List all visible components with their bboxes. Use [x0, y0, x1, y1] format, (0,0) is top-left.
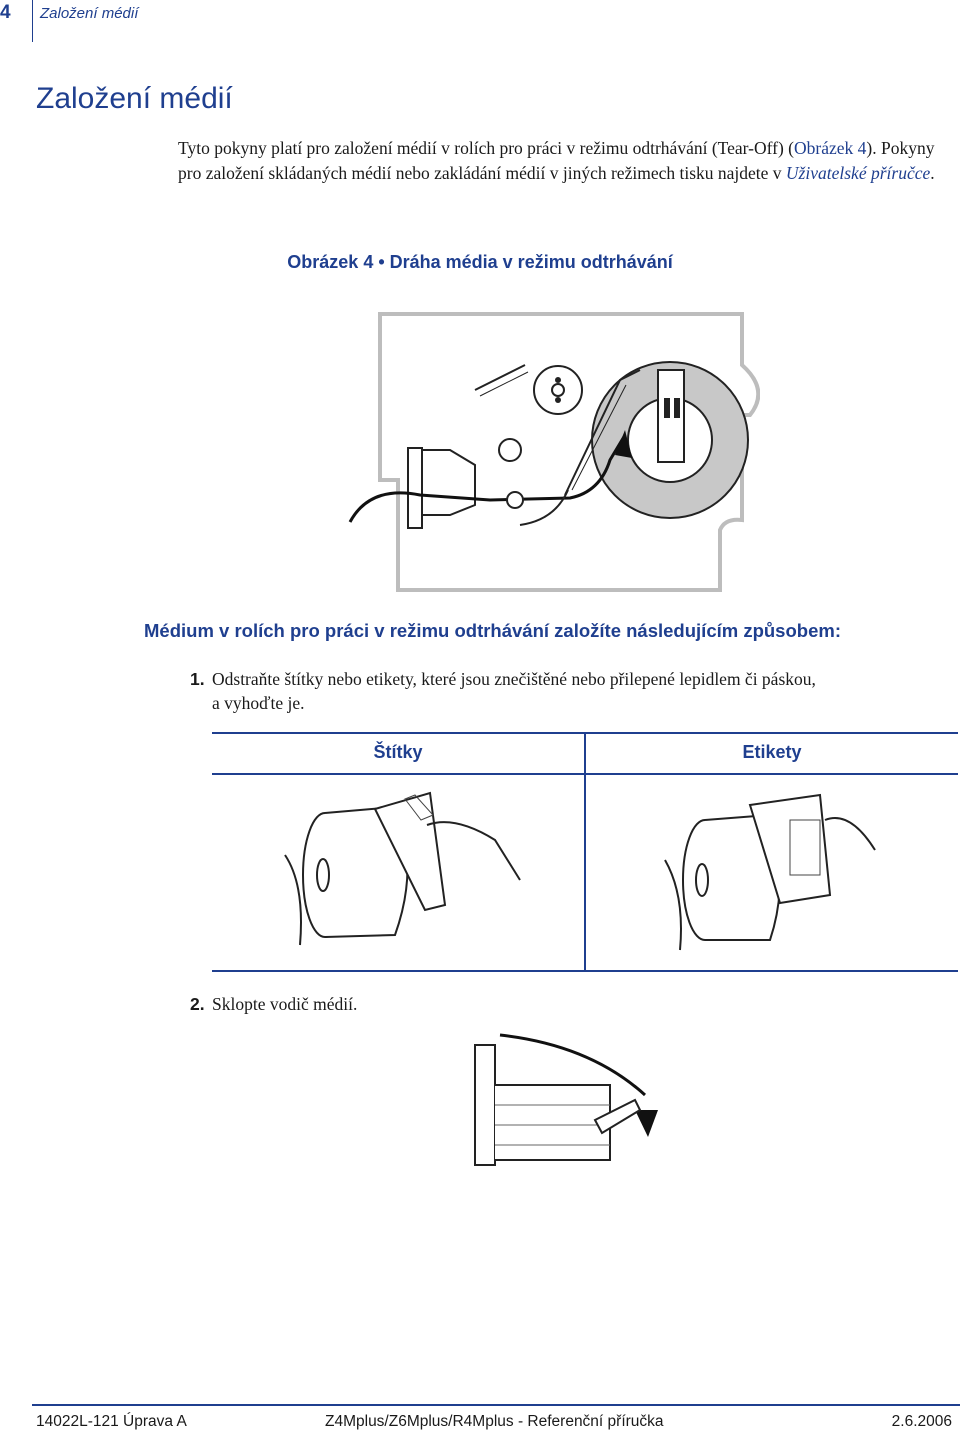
table-bottom-rule	[212, 970, 958, 972]
step-1-text: Odstraňte štítky nebo etikety, které jsou znečištěné nebo přilepené lepidlem či páskou,	[212, 669, 816, 689]
guide-bracket	[475, 1045, 495, 1165]
page-number: 4	[0, 2, 11, 23]
table-header-stitky: Štítky	[373, 742, 423, 762]
page-title: Založení médií	[36, 82, 233, 115]
footer-document-code: 14022L-121 Úprava A	[36, 1413, 187, 1430]
table-header-etikety: Etikety	[742, 742, 802, 762]
spindle-hub	[552, 384, 564, 396]
platen-roller	[507, 492, 523, 508]
procedure-lead: Médium v rolích pro práci v režimu odtrhávání založíte následujícím způsobem:	[144, 620, 841, 641]
step-1-number: 1.	[190, 669, 205, 689]
footer-divider	[32, 1404, 960, 1406]
left-hand	[285, 855, 301, 945]
media-path-diagram	[340, 300, 760, 600]
roll-core	[317, 859, 329, 891]
figure-caption: Obrázek 4 • Dráha média v režimu odtrhávání	[287, 252, 673, 272]
step-1	[190, 667, 940, 715]
intro-text-2: ). Pokyny pro založení skládaných médií nebo zakládání médií v jiných režimech tisku najdete v	[178, 138, 935, 183]
manual-reference: Uživatelské příručce	[785, 163, 931, 183]
spindle-dot	[555, 377, 561, 383]
media-guide-illustration	[460, 1025, 680, 1175]
step-1-text-continued: a vyhoďte je.	[212, 693, 305, 713]
figure-link[interactable]: Obrázek 4	[793, 138, 867, 158]
spindle-dot	[555, 397, 561, 403]
intro-text-3: .	[930, 163, 935, 183]
guide-plate	[495, 1085, 610, 1160]
hanger-slot	[674, 398, 680, 418]
footer-manual-title: Z4Mplus/Z6Mplus/R4Mplus - Referenční příručka	[325, 1413, 664, 1430]
hanger-slot	[664, 398, 670, 418]
table-column-divider	[584, 734, 586, 970]
label-roll-illustration	[650, 785, 900, 960]
media-supply-hanger	[658, 370, 684, 462]
left-hand	[665, 860, 681, 950]
intro-paragraph	[178, 136, 948, 186]
step-2	[190, 992, 357, 1016]
right-hand	[825, 818, 875, 850]
step-2-number: 2.	[190, 994, 205, 1014]
intro-text-1: Tyto pokyny platí pro založení médií v rolích pro práci v režimu odtrhávání (Tear-Off) (	[178, 138, 794, 158]
roll-core	[696, 864, 708, 896]
printhead-bracket	[408, 448, 422, 528]
footer-date: 2.6.2006	[891, 1413, 952, 1430]
step-2-text: Sklopte vodič médií.	[212, 994, 358, 1014]
take-up-spindle	[499, 439, 521, 461]
tag-roll-illustration	[255, 785, 535, 960]
fold-arrow-head	[635, 1110, 658, 1137]
lower-guide	[520, 490, 568, 525]
header-section-title: Založení médií	[40, 5, 139, 22]
header-divider	[32, 0, 33, 42]
